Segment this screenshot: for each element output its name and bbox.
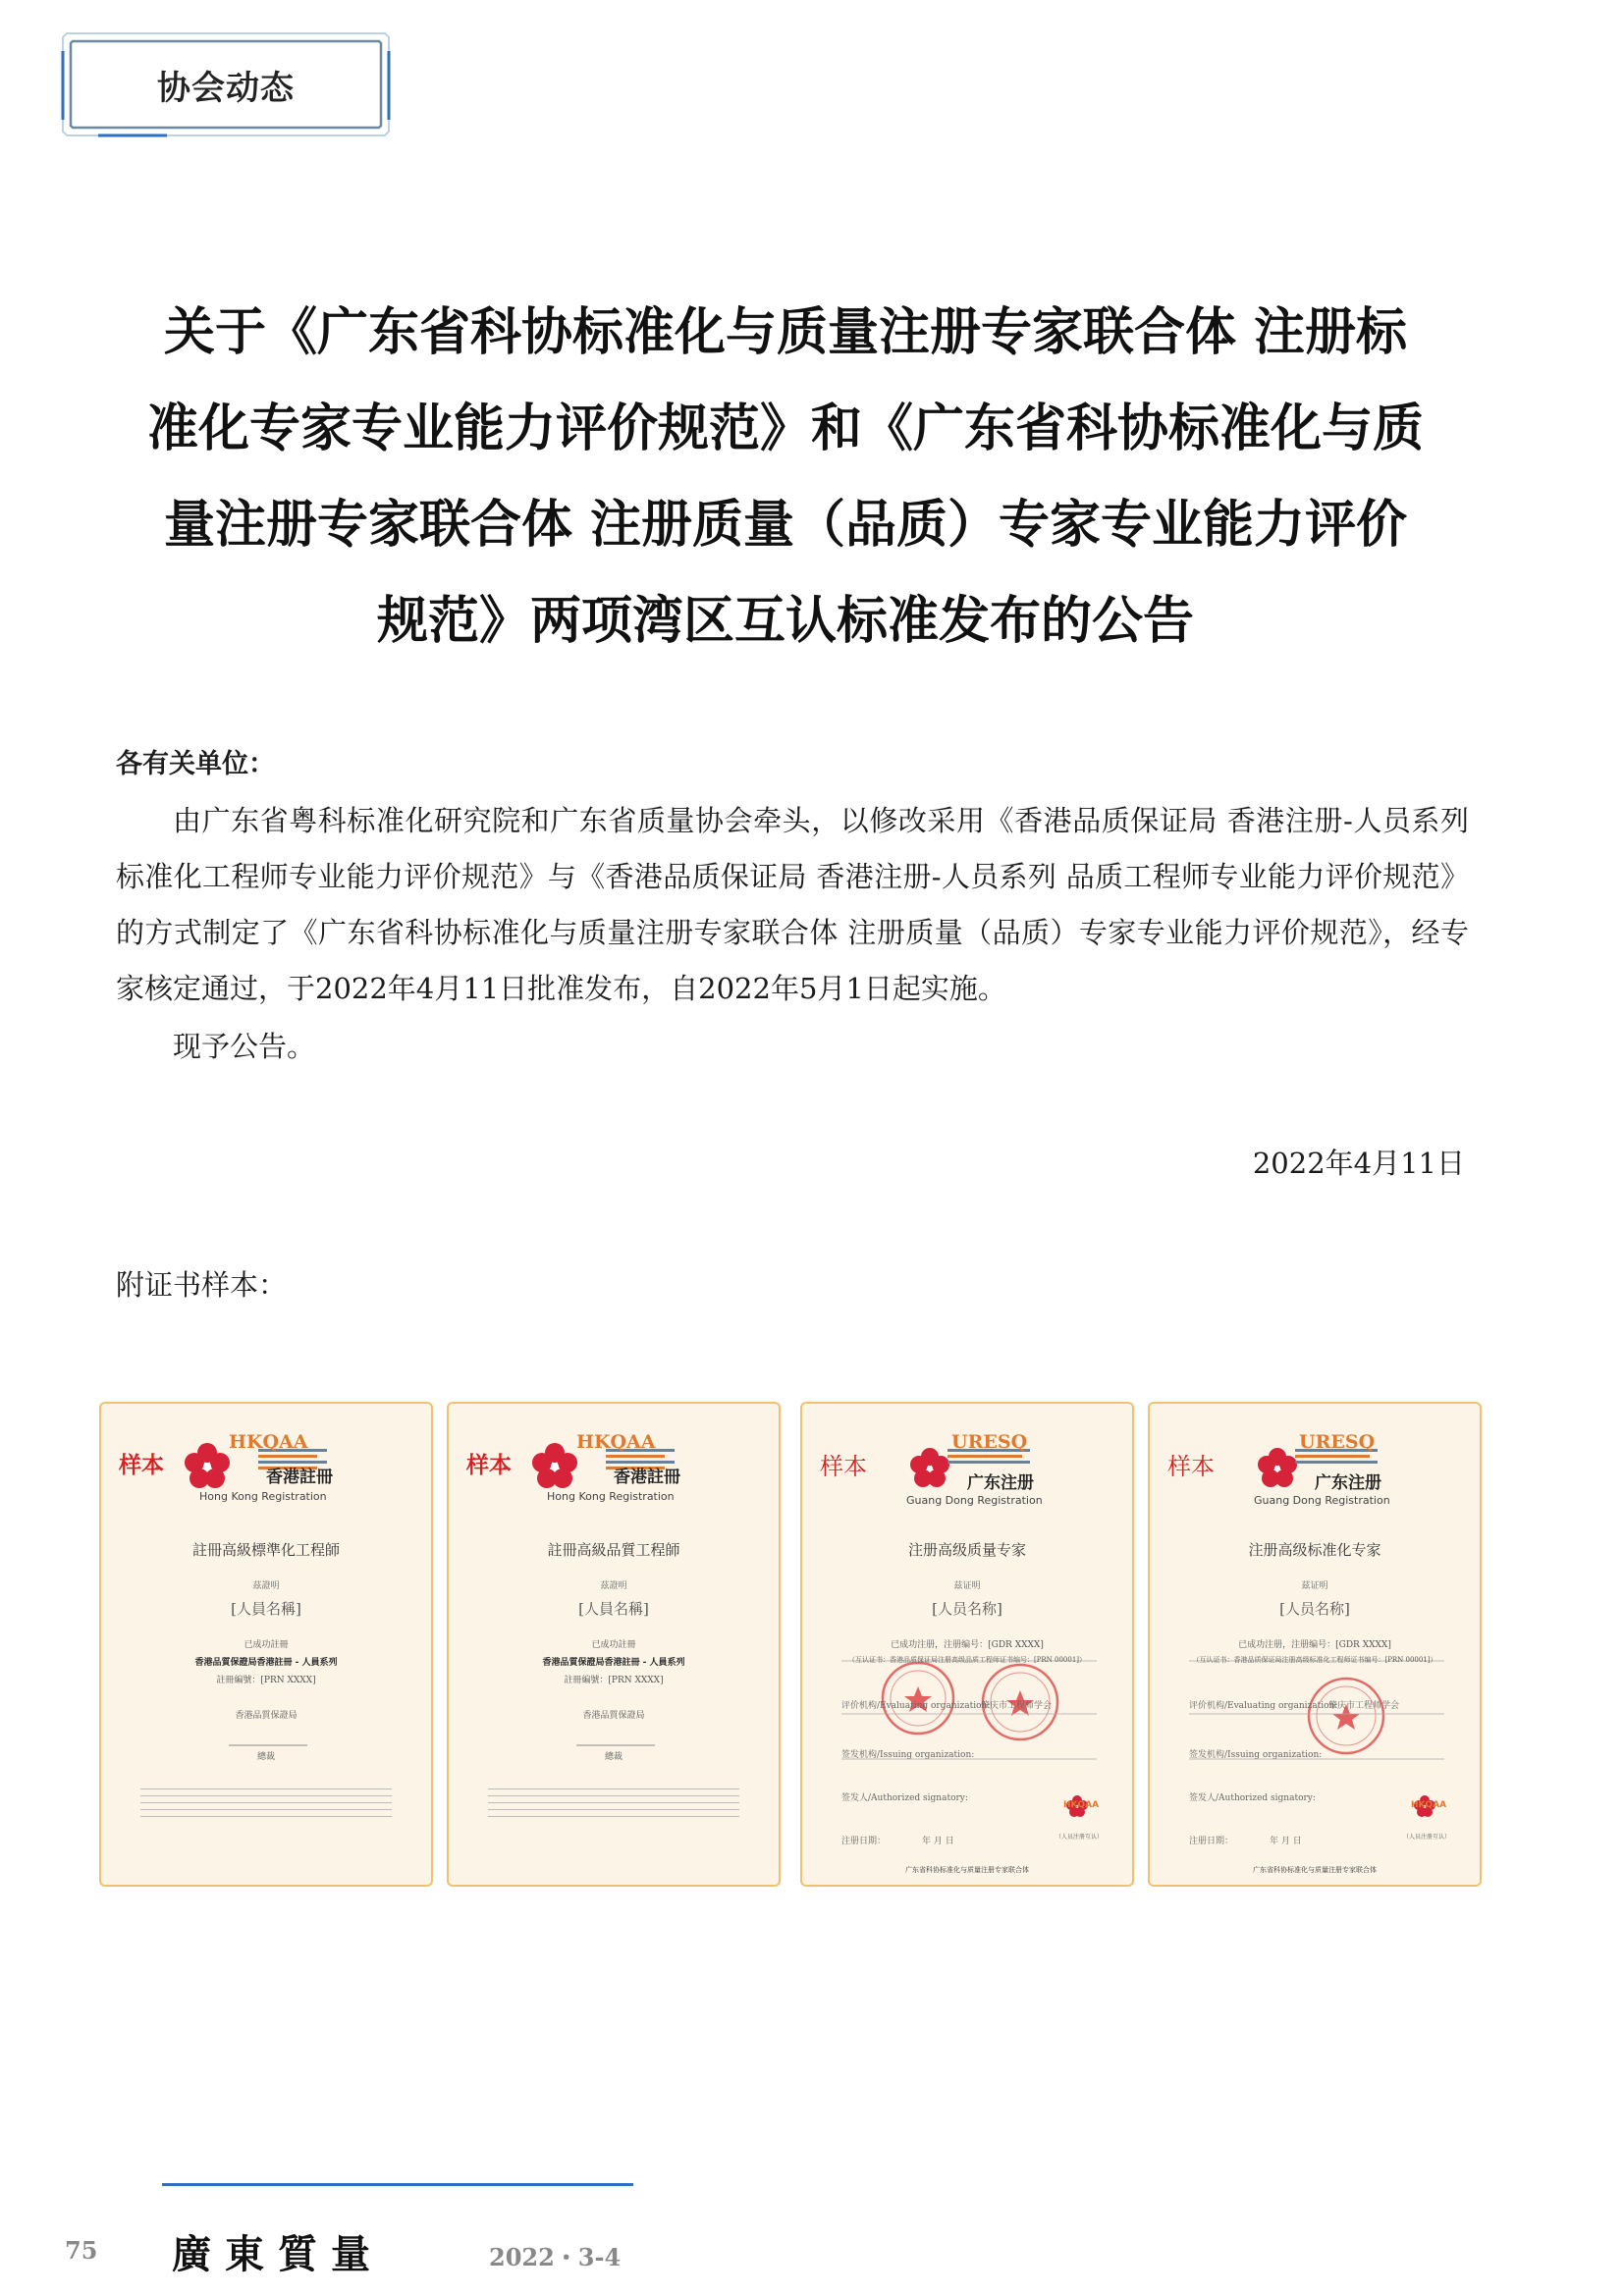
brand-code: HKQAA: [229, 1431, 308, 1453]
brand-code: URESQ: [951, 1431, 1028, 1453]
magazine-masthead: 廣東質量: [172, 2231, 384, 2277]
registration-date-value: 年 月 日: [1270, 1837, 1302, 1846]
certificate-line: 已成功注册，注册编号：[GDR XXXX]: [1238, 1640, 1391, 1650]
announcement-title: [108, 285, 1463, 669]
title-line: 量注册专家联合体 注册质量（品质）专家专业能力评价: [163, 496, 1408, 555]
certificate-line: 註冊編號：[PRN XXXX]: [216, 1676, 316, 1685]
sample-stamp: 样本: [820, 1453, 867, 1480]
brand-name-zh: 香港註冊: [266, 1468, 333, 1487]
section-tag: [59, 29, 393, 139]
certificate-line: （互认证书：香港品质保证局注册高级标准化工程师证书编号：[PRN 00001]）: [1192, 1656, 1437, 1664]
certificate-line: （互认证书：香港品质保证局注册高级品质工程师证书编号：[PRN 00001]）: [847, 1656, 1087, 1664]
certificate-subtitle: 兹证明: [953, 1581, 981, 1591]
brand-name-en: Guang Dong Registration: [906, 1494, 1043, 1507]
brand-name-en: Guang Dong Registration: [1254, 1494, 1390, 1507]
certificate-holder-name: [人員名稱]: [231, 1600, 301, 1618]
evaluator-value: 肇庆市工程师学会: [1328, 1701, 1400, 1711]
brand-name-en: Hong Kong Registration: [547, 1490, 675, 1503]
signatory-label: 签发人/Authorized signatory:: [841, 1793, 968, 1803]
certificate-holder-name: [人員名稱]: [578, 1600, 649, 1618]
certificate-title: 注册高级标准化专家: [1248, 1541, 1381, 1559]
attachment-label: 附证书样本：: [116, 1268, 288, 1302]
certificate-footer: 广东省科协标准化与质量注册专家联合体: [905, 1866, 1029, 1874]
section-tag-label: 协会动态: [157, 68, 295, 108]
certificate-footer: 广东省科协标准化与质量注册专家联合体: [1253, 1866, 1377, 1874]
certificate-line: 已成功注册，注册编号：[GDR XXXX]: [891, 1640, 1044, 1650]
certificate-subtitle: 茲證明: [600, 1581, 627, 1591]
sample-stamp: 样本: [466, 1453, 512, 1478]
certificate-fine-print: [488, 1787, 739, 1823]
certificate-holder-name: [人员名称]: [1279, 1600, 1350, 1618]
certificate-line: 香港品質保證局: [235, 1711, 298, 1721]
certificate-holder-name: [人员名称]: [932, 1600, 1002, 1618]
certificate-sample-2: [447, 1402, 781, 1887]
certificate-title: 注册高级质量专家: [907, 1541, 1026, 1559]
certificate-line: 香港品質保證局香港註冊 - 人員系列: [542, 1658, 685, 1668]
brand-code: URESQ: [1299, 1431, 1376, 1453]
certificate-sample-3: [800, 1402, 1134, 1887]
evaluator-value: 肇庆市工程师学会: [981, 1701, 1053, 1711]
registration-date-value: 年 月 日: [922, 1837, 954, 1846]
certificate-sample-4: [1148, 1402, 1482, 1887]
title-line: 准化专家专业能力评价规范》和《广东省科协标准化与质: [146, 400, 1424, 458]
page-number: 75: [65, 2236, 98, 2265]
footer-rule: [162, 2183, 633, 2186]
salutation: 各有关单位：: [116, 749, 275, 779]
issuer-label: 签发机构/Issuing organization:: [841, 1750, 975, 1760]
sign-date: 2022年4月11日: [1252, 1147, 1465, 1180]
issuer-label: 签发机构/Issuing organization:: [1189, 1750, 1323, 1760]
certificate-line: 香港品質保證局香港註冊 - 人員系列: [194, 1658, 338, 1668]
brand-name-zh: 广东注册: [1315, 1473, 1381, 1493]
certificate-line: 註冊編號：[PRN XXXX]: [564, 1676, 664, 1685]
sample-stamp: 样本: [1167, 1453, 1215, 1480]
certificate-line: 香港品質保證局: [582, 1711, 645, 1721]
signatory-label: 签发人/Authorized signatory:: [1189, 1793, 1316, 1803]
brand-code: HKQAA: [576, 1431, 656, 1453]
registration-date-label: 注册日期：: [1189, 1837, 1234, 1846]
certificate-sample-1: [99, 1402, 433, 1887]
evaluator-label: 评价机构/Evaluating organization:: [1189, 1701, 1338, 1711]
title-line: 关于《广东省科协标准化与质量注册专家联合体 注册标: [163, 303, 1408, 362]
brand-name-en: Hong Kong Registration: [199, 1490, 327, 1503]
hkqaa-mini-logo-caption: （人员注册互认）: [1403, 1834, 1451, 1841]
certificate-title: 註冊高級品質工程師: [547, 1541, 680, 1559]
certificate-subtitle: 兹证明: [1301, 1581, 1328, 1591]
brand-name-zh: 广东注册: [967, 1473, 1034, 1493]
certificate-line: 已成功註冊: [591, 1640, 636, 1650]
issue-number: 2022・3-4: [489, 2243, 622, 2271]
evaluator-label: 评价机构/Evaluating organization:: [841, 1701, 991, 1711]
certificate-signature-label: 總裁: [256, 1752, 275, 1762]
body-paragraph: 由广东省粤科标准化研究院和广东省质量协会牵头，以修改采用《香港品质保证局 香港注册-人员系列 标准化工程师专业能力评价规范》与《香港品质保证局 香港注册-人员系列 品质工程师专业能力评价规范》的方式制定了《广东省科协标准化与质量注册专家联合体 注册质量（品质）专家专业能力评价规范》，经专家核定通过，于2022年4月11日批准发布，自2022年5月1日起实施。: [116, 804, 1469, 1005]
certificate-subtitle: 茲證明: [252, 1581, 280, 1591]
certificate-line: 已成功註冊: [244, 1640, 289, 1650]
certificate-title: 註冊高級標準化工程師: [191, 1541, 340, 1559]
closing-line: 现予公告。: [173, 1030, 316, 1063]
certificate-signature-label: 總裁: [604, 1752, 623, 1762]
sample-stamp: 样本: [119, 1453, 164, 1478]
hkqaa-mini-logo: HKQAA: [1411, 1800, 1447, 1810]
hkqaa-mini-logo-caption: （人员注册互认）: [1056, 1834, 1104, 1841]
hkqaa-mini-logo: HKQAA: [1063, 1800, 1100, 1810]
registration-date-label: 注册日期：: [841, 1837, 887, 1846]
brand-name-zh: 香港註冊: [614, 1468, 680, 1487]
certificate-fine-print: [140, 1787, 392, 1823]
title-line: 规范》两项湾区互认标准发布的公告: [376, 592, 1194, 651]
